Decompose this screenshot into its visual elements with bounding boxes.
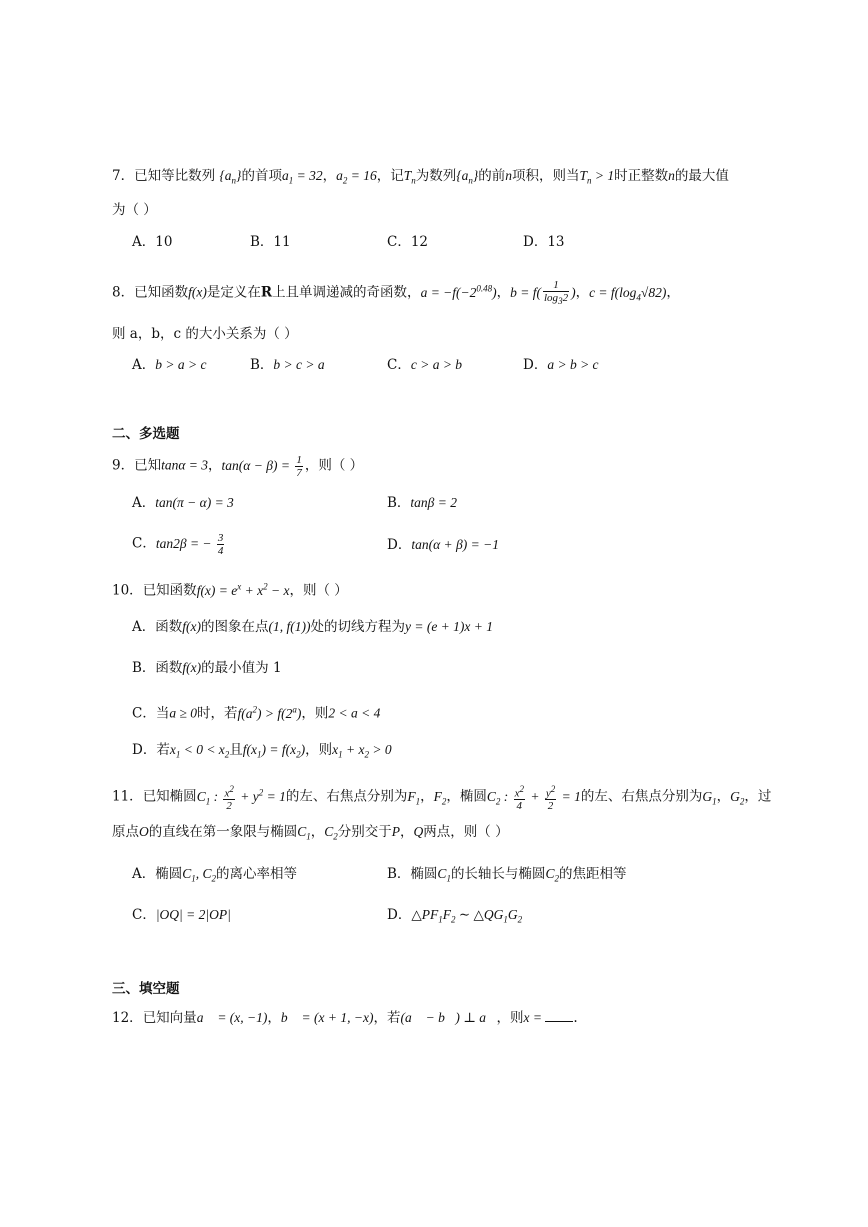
q7-option-b: B．11 (250, 234, 291, 250)
q11-option-b: B．椭圆$C_1$的长轴长与椭圆$C_2$的焦距相等 (387, 866, 627, 884)
answer-blank[interactable] (545, 1009, 573, 1022)
q7-option-a: A．10 (132, 234, 173, 250)
q9-option-b: B．tanβ = 2 (387, 495, 458, 511)
q11-option-d: D．$\triangle PF_1F_2$ ∼ $\triangle QG_1G_2$ (387, 907, 523, 925)
q8-line1: 8．已知函数f(x)是定义在R上且单调递减的奇函数，$a = -f(-2^{0.48})$，b = f( $\frac{1}{\log_32}$ )，$c = f(\log_4√82)$， (112, 279, 680, 307)
math: $\{a_n\}$ (219, 168, 242, 186)
q11-line2: 原点O的直线在第一象限与椭圆$C_1$，$C_2$分别交于P，Q两点，则（ ） (112, 824, 509, 842)
q8-option-d: D．a > b > c (523, 357, 599, 373)
q10-option-d: D．若$x_1 < 0 < x_2$且$f(x_1) = f(x_2)$，则$x_1 + x_2 > 0$ (132, 742, 392, 760)
q8-option-a: A．b > a > c (132, 357, 207, 373)
q10-option-a: A．函数f(x)的图象在点(1, f(1))处的切线方程为y = (e + 1)x + 1 (132, 619, 494, 635)
q8-option-c: C．c > a > b (387, 357, 463, 373)
q9-option-c: C．tan2β = − $\frac{3}{4}$ (132, 532, 224, 557)
q9-line1: 9．已知tanα = 3，tan(α − β) = $\frac{1}{7}$ ，则（ ） (112, 454, 364, 479)
q11-option-a: A．椭圆$C_1$, $C_2$的离心率相等 (132, 866, 298, 884)
q8-line2: 则 a，b，c 的大小关系为（ ） (112, 326, 298, 342)
section-heading-fill: 三、填空题 (112, 981, 180, 997)
q9-option-d: D．tan(α + β) = −1 (387, 537, 499, 553)
q11-line1: 11．已知椭圆$C_1$ : $\frac{x^2}{2}$ + $y^2 = 1$的左、右焦点分别为$F_1$，$F_2$，椭圆$C_2$ : $\frac{x^2}{4}$ + $\frac{y^2}{2}$ = 1的左、右焦点分别为$G_1$，$G_2$，过 (112, 783, 772, 813)
q11-option-c: C．|OQ| = 2|OP| (132, 907, 231, 923)
q12-line1: 12．已知向量a⃗ = (x, −1)，b⃗ = (x + 1, −x)，若(a⃗ − b⃗) ⊥ a⃗，则x = . (112, 1010, 578, 1026)
q10-line1: 10．已知函数$f(x) = e^x + x^2 - x$，则（ ） (112, 581, 348, 599)
q9-option-a: A．tan(π − α) = 3 (132, 495, 234, 511)
q7-option-c: C．12 (387, 234, 429, 250)
q7-line1: 7．已知等比数列 $\{a_n\}$的首项$a_1 = 32$，$a_2 = 16$，记$T_n$为数列$\{a_n\}$的前n项积，则当$T_n > 1$时正整数n的最大值 (112, 168, 729, 186)
q7-line2: 为（ ） (112, 202, 157, 218)
section-heading-multi: 二、多选题 (112, 426, 180, 442)
q7-option-d: D．13 (523, 234, 565, 250)
q8-option-b: B．b > c > a (250, 357, 325, 373)
q10-option-b: B．函数f(x)的最小值为 1 (132, 660, 282, 676)
q10-option-c: C．当a ≥ 0时，若$f(a^2) > f(2^a)$，则2 < a < 4 (132, 704, 381, 722)
